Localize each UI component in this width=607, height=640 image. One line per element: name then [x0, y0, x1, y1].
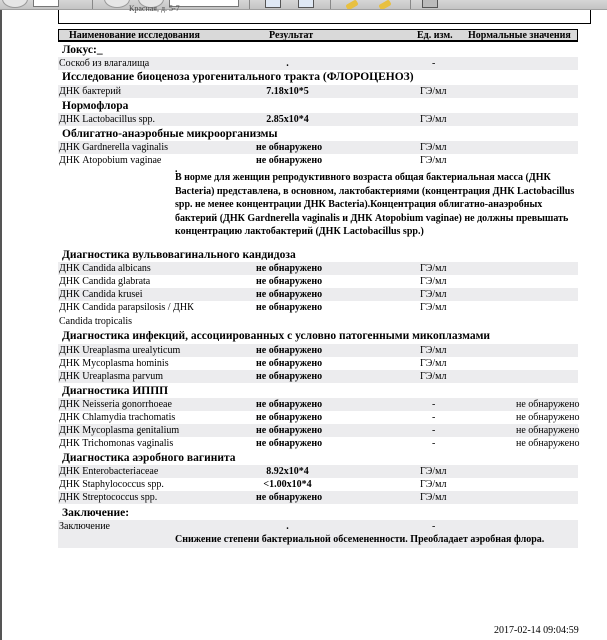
table-row: [58, 370, 578, 383]
table-row: [58, 85, 578, 98]
row-name: ДНК Neisseria gonorrhoeae: [59, 399, 172, 410]
conclusion-row: [58, 520, 578, 548]
row-result: не обнаружено: [256, 302, 323, 313]
row-name: ДНК Candida krusei: [59, 289, 143, 300]
column-header-result: Результат: [269, 30, 314, 41]
row-result: .: [286, 58, 289, 69]
row-unit: ГЭ/мл: [420, 371, 447, 382]
fit-width-icon[interactable]: [265, 0, 281, 8]
table-row: [58, 411, 578, 424]
table-row: [58, 57, 578, 70]
table-row: [58, 478, 578, 491]
back-icon[interactable]: [2, 0, 28, 8]
fit-page-icon[interactable]: [298, 0, 314, 8]
column-header-norm: Нормальные значения: [468, 30, 571, 41]
row-unit: ГЭ/мл: [420, 289, 447, 300]
row-name: ДНК Candida glabrata: [59, 276, 151, 287]
row-unit: -: [432, 425, 436, 436]
table-header: [58, 29, 578, 42]
row-name: ДНК Gardnerella vaginalis: [59, 142, 169, 153]
row-norm: не обнаружено: [516, 399, 580, 410]
column-header-unit: Ед. изм.: [417, 30, 453, 41]
row-result: 8.92x10*4: [266, 466, 309, 477]
section-title-normoflora: Нормофлора: [62, 100, 129, 112]
section-title-conclusion: Заключение:: [62, 507, 130, 519]
reference-note: В норме для женщин репродуктивного возраста общая бактериальная масса (ДНК Bacteria) представлена, в основном, лактобактериями (концентрация ДНК Lactobacillus spp. не менее концентрации ДНК Bacteria).Концентрация облигатно-анаэробных бактерий (ДНК Gardnerella vaginalis и ДНК Atopobium vaginae) не должны превышать концентрацию лактобактерий (ДНК Lactobacillus spp.): [175, 172, 575, 237]
row-name: ДНК Lactobacillus spp.: [59, 114, 155, 125]
row-result: не обнаружено: [256, 263, 323, 274]
toolbar-separator: [410, 0, 411, 10]
row-result: <1.00x10*4: [263, 479, 312, 490]
column-header-name: Наименование исследования: [69, 30, 200, 41]
row-name: ДНК Ureaplasma urealyticum: [59, 345, 181, 356]
table-row: [58, 491, 578, 504]
viewer-left-border: [0, 10, 2, 640]
row-result: 2.85x10*4: [266, 114, 309, 125]
row-result: не обнаружено: [256, 276, 323, 287]
table-row: [58, 275, 578, 288]
row-unit: -: [432, 399, 436, 410]
highlight-icon[interactable]: [345, 0, 358, 10]
row-unit: ГЭ/мл: [420, 276, 447, 287]
row-name: ДНК Atopobium vaginae: [59, 155, 162, 166]
row-result: не обнаружено: [256, 142, 323, 153]
table-row: [58, 465, 578, 478]
row-result: не обнаружено: [256, 412, 323, 423]
table-row: [58, 301, 578, 327]
row-name: Заключение: [59, 521, 110, 532]
zoom-out-icon[interactable]: [104, 0, 130, 8]
row-name: ДНК Ureaplasma parvum: [59, 371, 164, 382]
note-dot: .: [175, 164, 178, 175]
toolbar-separator: [330, 0, 331, 10]
row-name: ДНК Mycoplasma genitalium: [59, 425, 180, 436]
row-unit: ГЭ/мл: [420, 345, 447, 356]
row-result: не обнаружено: [256, 371, 323, 382]
row-unit: -: [432, 58, 436, 69]
row-result: не обнаружено: [256, 425, 323, 436]
row-unit: ГЭ/мл: [420, 302, 447, 313]
section-title-locus: Локус:_: [62, 44, 103, 56]
row-name: ДНК Chlamydia trachomatis: [59, 412, 176, 423]
row-result: не обнаружено: [256, 345, 323, 356]
table-row: [58, 424, 578, 437]
row-unit: ГЭ/мл: [420, 479, 447, 490]
row-unit: ГЭ/мл: [420, 263, 447, 274]
table-row: [58, 288, 578, 301]
table-row: [58, 154, 578, 167]
row-result: не обнаружено: [256, 155, 323, 166]
row-unit: -: [432, 521, 436, 532]
row-name-continued: Candida tropicalis: [59, 316, 133, 327]
row-unit: ГЭ/мл: [420, 142, 447, 153]
row-name: Соскоб из влагалища: [59, 58, 150, 69]
row-name: ДНК Streptococcus spp.: [59, 492, 158, 503]
section-title-mycoplasma: Диагностика инфекций, ассоциированных с условно патогенными микоплазмами: [62, 330, 491, 342]
table-row: [58, 357, 578, 370]
table-row: [58, 262, 578, 275]
pdf-toolbar: [0, 0, 607, 10]
row-name: ДНК Candida albicans: [59, 263, 151, 274]
print-timestamp: 2017-02-14 09:04:59: [494, 625, 579, 636]
row-result: не обнаружено: [256, 438, 323, 449]
section-title-anaerobes: Облигатно-анаэробные микроорганизмы: [62, 128, 278, 140]
row-result: .: [286, 521, 289, 532]
section-title-candida: Диагностика вульвовагинального кандидоза: [62, 249, 296, 261]
toolbar-separator: [249, 0, 250, 10]
row-result: не обнаружено: [256, 492, 323, 503]
row-unit: ГЭ/мл: [420, 358, 447, 369]
row-result: не обнаружено: [256, 358, 323, 369]
pen-icon[interactable]: [378, 0, 391, 10]
row-norm: не обнаружено: [516, 425, 580, 436]
table-row: [58, 437, 578, 450]
header-address-box: [58, 4, 591, 24]
row-name: ДНК Staphylococcus spp.: [59, 479, 164, 490]
section-title-biocenosis: Исследование биоценоза урогенитального тракта (ФЛОРОЦЕНОЗ): [62, 71, 414, 83]
conclusion-text: Снижение степени бактериальной обсемененности. Преобладает аэробная флора.: [175, 534, 545, 545]
row-unit: ГЭ/мл: [420, 155, 447, 166]
row-unit: -: [432, 438, 436, 449]
table-row: [58, 141, 578, 154]
row-unit: ГЭ/мл: [420, 492, 447, 503]
row-name: ДНК Trichomonas vaginalis: [59, 438, 174, 449]
row-unit: ГЭ/мл: [420, 466, 447, 477]
section-title-aerobic: Диагностика аэробного вагинита: [62, 452, 236, 464]
sidebar-icon[interactable]: [422, 0, 438, 8]
row-name: ДНК бактерий: [59, 86, 121, 97]
row-result: не обнаружено: [256, 399, 323, 410]
row-unit: -: [432, 412, 436, 423]
section-title-stis: Диагностика ИППП: [62, 385, 169, 397]
row-norm: не обнаружено: [516, 438, 580, 449]
toolbar-separator: [92, 0, 93, 10]
row-result: не обнаружено: [256, 289, 323, 300]
table-row: [58, 344, 578, 357]
row-result: 7.18x10*5: [266, 86, 309, 97]
table-row: [58, 398, 578, 411]
row-unit: ГЭ/мл: [420, 114, 447, 125]
row-name: ДНК Mycoplasma hominis: [59, 358, 169, 369]
row-unit: ГЭ/мл: [420, 86, 447, 97]
row-name: ДНК Candida parapsilosis / ДНК: [59, 302, 194, 313]
address-fragment: Красная, д. 5-7: [129, 4, 180, 13]
table-row: [58, 113, 578, 126]
row-name: ДНК Enterobacteriaceae: [59, 466, 159, 477]
page-number-field[interactable]: [33, 0, 59, 7]
row-norm: не обнаружено: [516, 412, 580, 423]
